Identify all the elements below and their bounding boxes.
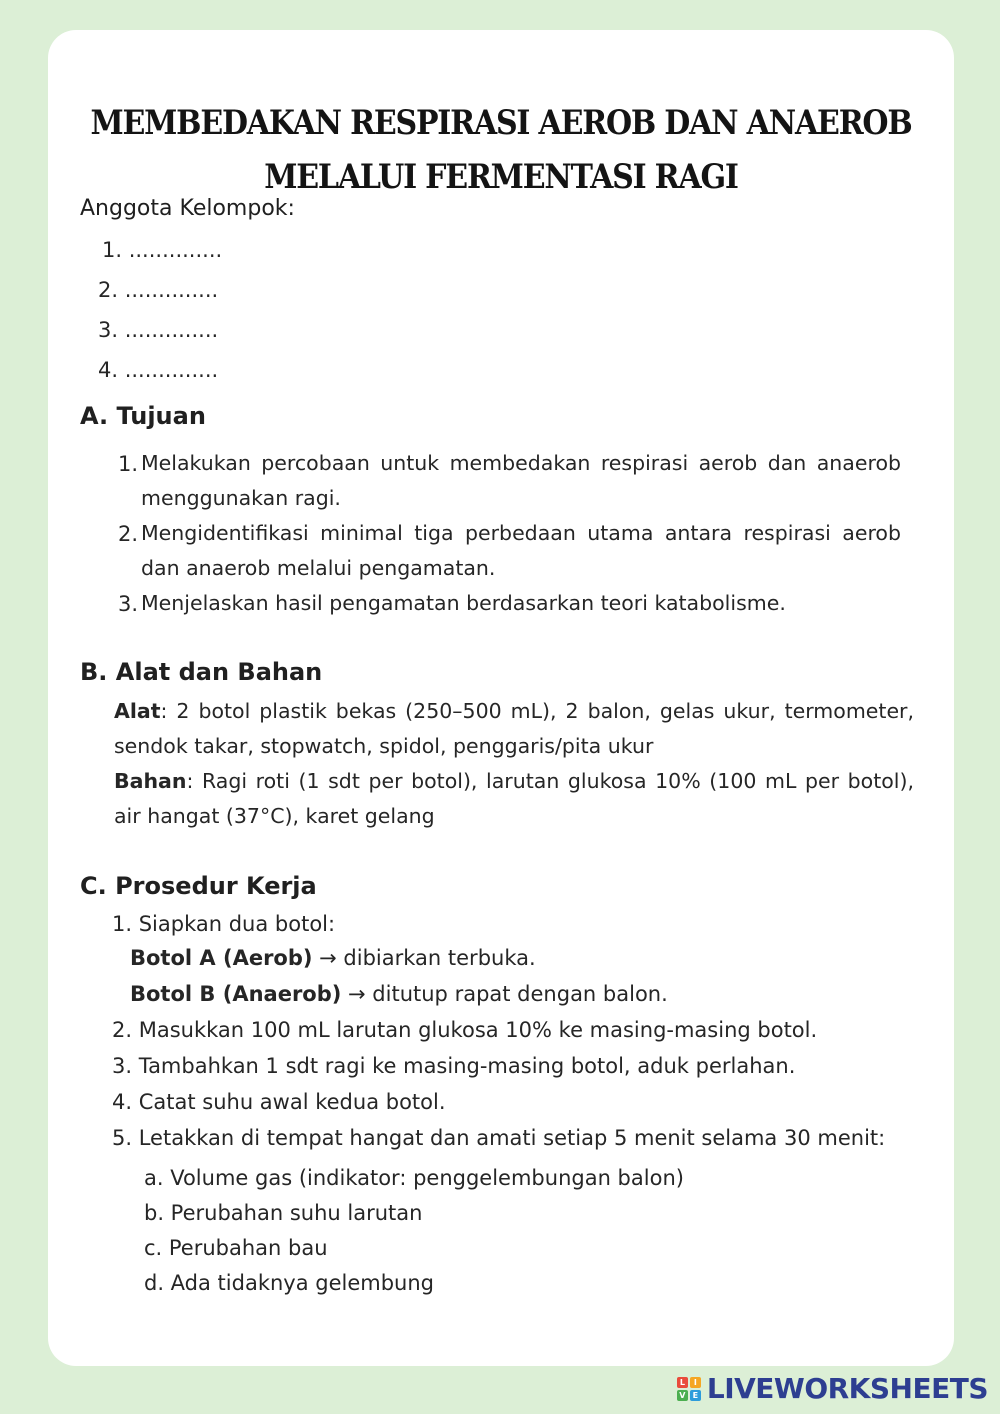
botol-a-text: → dibiarkan terbuka. <box>312 946 536 970</box>
prosedur-sub-c: c. Perubahan bau <box>144 1236 328 1260</box>
liveworksheets-mark-icon <box>677 1377 701 1401</box>
members-label: Anggota Kelompok: <box>80 196 295 221</box>
botol-b-text: → ditutup rapat dengan balon. <box>341 982 668 1006</box>
tujuan-item-1: Melakukan percobaan untuk membedakan respirasi aerob dan anaerob menggunakan ragi. <box>141 451 901 510</box>
logo-letter-v: V <box>677 1390 688 1401</box>
prosedur-sub-a: a. Volume gas (indikator: penggelembungan balon) <box>144 1166 684 1190</box>
tujuan-item-2: Mengidentifikasi minimal tiga perbedaan utama antara respirasi aerob dan anaerob melalui pengamatan. <box>141 521 901 580</box>
alat-label: Alat <box>114 699 161 723</box>
prosedur-sub-d: d. Ada tidaknya gelembung <box>144 1271 435 1295</box>
section-b-heading: B. Alat dan Bahan <box>80 658 323 686</box>
tujuan-num-3: 3. <box>118 592 139 616</box>
liveworksheets-wordmark: LIVEWORKSHEETS <box>706 1372 988 1405</box>
member-blank-1[interactable]: 1. .............. <box>102 238 223 262</box>
logo-letter-i: I <box>690 1377 701 1388</box>
bahan-text: : Ragi roti (1 sdt per botol), larutan glukosa 10% (100 mL per botol), air hangat (37°C), karet gelang <box>114 769 914 828</box>
bahan-label: Bahan <box>114 769 187 793</box>
alat-paragraph <box>114 694 914 764</box>
prosedur-step-1: 1. Siapkan dua botol: <box>112 912 336 936</box>
member-blank-2[interactable]: 2. .............. <box>98 278 219 302</box>
bahan-paragraph <box>114 764 914 834</box>
section-a-heading: A. Tujuan <box>80 402 206 430</box>
alat-text: : 2 botol plastik bekas (250–500 mL), 2 balon, gelas ukur, termometer, sendok takar, stopwatch, spidol, penggaris/pita ukur <box>114 699 914 758</box>
logo-letter-e: E <box>690 1390 701 1401</box>
botol-b-label: Botol B (Anaerob) <box>130 982 342 1006</box>
tujuan-num-2: 2. <box>118 522 139 546</box>
botol-a-line <box>130 946 536 970</box>
prosedur-step-5: 5. Letakkan di tempat hangat dan amati setiap 5 menit selama 30 menit: <box>112 1126 886 1150</box>
prosedur-step-3: 3. Tambahkan 1 sdt ragi ke masing-masing botol, aduk perlahan. <box>112 1054 796 1078</box>
tujuan-num-1: 1. <box>118 452 139 476</box>
title-line-1: MEMBEDAKAN RESPIRASI AEROB DAN ANAEROB <box>90 103 912 144</box>
botol-a-label: Botol A (Aerob) <box>130 946 313 970</box>
title-line-2: MELALUI FERMENTASI RAGI <box>264 157 738 198</box>
liveworksheets-logo[interactable] <box>677 1372 988 1405</box>
botol-b-line <box>130 982 668 1006</box>
logo-letter-l: L <box>677 1377 688 1388</box>
prosedur-sub-b: b. Perubahan suhu larutan <box>144 1201 423 1225</box>
section-c-heading: C. Prosedur Kerja <box>80 872 317 900</box>
member-blank-4[interactable]: 4. .............. <box>98 358 219 382</box>
prosedur-step-4: 4. Catat suhu awal kedua botol. <box>112 1090 446 1114</box>
member-blank-3[interactable]: 3. .............. <box>98 318 219 342</box>
tujuan-item-3: Menjelaskan hasil pengamatan berdasarkan teori katabolisme. <box>141 591 786 615</box>
prosedur-step-2: 2. Masukkan 100 mL larutan glukosa 10% ke masing-masing botol. <box>112 1018 818 1042</box>
worksheet-card <box>48 30 954 1366</box>
